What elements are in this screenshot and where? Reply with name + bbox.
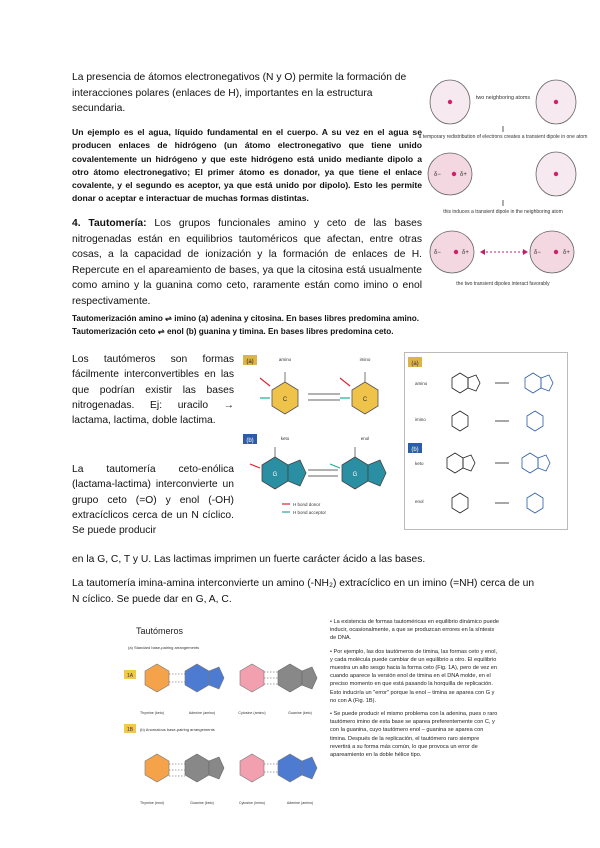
note-amino-imino: Tautomerización amino ⇌ imino (a) adenina y citosina. En bases libres predomina amino. xyxy=(72,314,420,323)
svg-text:(a): (a) xyxy=(246,359,254,365)
tautomeros-explanation xyxy=(330,618,500,764)
tautomeros-bullet-1: • La existencia de formas tautoméricas en equilibrio dinámico puede inducir, ocasionalmente, a que se produzcan errores en la síntesis de DNA. xyxy=(330,619,499,642)
legend-donor: H bond donor xyxy=(293,502,321,507)
tautomerization-notes xyxy=(72,312,512,338)
svg-text:Guanine (keto): Guanine (keto) xyxy=(190,801,214,805)
svg-text:keto: keto xyxy=(415,461,424,466)
dipole-label-4: the two transient dipoles interact favorably xyxy=(456,281,550,287)
tautomer-pairs-panel xyxy=(404,352,568,530)
dipole-label-2: a temporary redistribution of electrons creates a transient dipole in one atom xyxy=(418,134,588,140)
tautomeros-title: Tautómeros xyxy=(136,626,184,636)
svg-text:C: C xyxy=(282,397,288,403)
svg-text:enol: enol xyxy=(415,499,424,504)
svg-text:(b): (b) xyxy=(411,447,419,453)
section-heading: 4. Tautomería: xyxy=(72,218,147,229)
tautomeros-figure xyxy=(122,614,330,824)
svg-text:imino: imino xyxy=(359,357,371,362)
svg-text:amino: amino xyxy=(278,357,292,362)
svg-text:Adenine (amino): Adenine (amino) xyxy=(188,711,216,715)
svg-text:G: G xyxy=(272,472,278,478)
svg-text:G: G xyxy=(352,472,358,478)
paragraph-lactimas: en la G, C, T y U. Las lactimas imprimen un fuerte carácter ácido a las bases. xyxy=(72,554,426,565)
svg-text:Thymine (enol): Thymine (enol) xyxy=(140,801,164,805)
dipole-label-1: two neighboring atoms xyxy=(475,95,531,101)
svg-text:1A: 1A xyxy=(126,673,134,679)
svg-text:Guanine (keto): Guanine (keto) xyxy=(288,711,312,715)
legend-acceptor: H bond acceptor xyxy=(293,510,327,515)
svg-text:enol: enol xyxy=(360,436,370,441)
svg-text:δ−: δ− xyxy=(534,250,541,256)
svg-text:C: C xyxy=(362,397,368,403)
dipole-label-3: this induces a transient dipole in the neighboring atom xyxy=(443,209,563,215)
tautomer-mechanism-figure xyxy=(240,352,400,530)
svg-text:δ+: δ+ xyxy=(563,250,570,256)
svg-text:(b) Anomalous base-pairing arr: (b) Anomalous base-pairing arrangements xyxy=(140,727,215,732)
svg-text:amino: amino xyxy=(415,381,428,386)
svg-text:1B: 1B xyxy=(126,727,134,733)
svg-text:δ−: δ− xyxy=(434,250,441,256)
svg-text:keto: keto xyxy=(280,436,290,441)
svg-text:(b): (b) xyxy=(246,438,254,444)
induced-dipole-figure xyxy=(418,72,588,304)
tautomeros-bullet-3: • Se puede producir el mismo problema con la adenina, pues o raro tautómero imino de esta base se aparea preferentemente con C, y con la guanina, cuyo tautómero enol – guanina se aparea con timina. Después de la replicación, el tautómero raro siempre revertirá a su forma más común, lo que provoca un error de apareamiento en la doble hélice tipo. xyxy=(330,711,498,759)
svg-text:Adenine (amino): Adenine (amino) xyxy=(286,801,314,805)
paragraph-water-hbonds: Un ejemplo es el agua, líquido fundamental en el cuerpo. A su vez en el agua se producen enlaces de hidrógeno (un átomo electronegativo que tiene unido covalentemente un hidrógeno y que este hidrógeno está unido mediante dipolo a otro átomo electronegativo; El primer átomo es donador, ya que tiene el enlace covalente, y el segundo es aceptor, ya que está unido por dipolo). Esto les permite donar o aceptar e interactuar de muchas formas distintas. xyxy=(72,127,422,204)
paragraph-tautomeria xyxy=(72,216,422,309)
svg-text:(a) Standard base-pairing arra: (a) Standard base-pairing arrangements xyxy=(128,645,200,650)
svg-text:δ+: δ+ xyxy=(462,250,469,256)
note-ceto-enol: Tautomerización ceto ⇌ enol (b) guanina y timina. En bases libres predomina ceto. xyxy=(72,327,394,336)
svg-text:Cytosine (imino): Cytosine (imino) xyxy=(239,801,265,805)
svg-text:imino: imino xyxy=(415,417,426,422)
paragraph-tautomeros: Los tautómeros son formas fácilmente interconvertibles en las que podrían existir las bases nitrogenadas. Ej: uracilo → lactama, lactima, doble lactima. xyxy=(72,354,234,427)
svg-text:Thymine (keto): Thymine (keto) xyxy=(140,711,164,715)
svg-text:δ+: δ+ xyxy=(460,172,467,178)
paragraph-imina-amina: La tautomería imina-amina interconvierte un amino (-NH₂) extracíclico en un imino (=NH) cerca de un N cíclico. Se puede dar en G, A, C. xyxy=(72,578,535,605)
tautomeros-bullet-2: • Por ejemplo, las dos tautómeros de timina, las formas ceto y enol, y cada molécula puede cambiar de un equilibrio a otro. El equilibrio muestra un alto sesgo hacia la forma ceto (Fig. 1A), pero de vez en cuando aparece la versión enol de timina en el DNA molde, en el preciso momento en que está pasando la horquilla de replicación. Esto induciría un "error" porque la enol – timina se aparea con G y no con A (Fig. 1B). xyxy=(330,648,498,704)
svg-text:δ−: δ− xyxy=(434,172,441,178)
paragraph-polar-interactions: La presencia de átomos electronegativos (N y O) permite la formación de interacciones polares (enlaces de H), importantes en la estructura secundaria. xyxy=(72,72,407,114)
svg-text:Cytosine (amino): Cytosine (amino) xyxy=(238,711,266,715)
paragraph-tautomeria-body: Los grupos funcionales amino y ceto de las bases nitrogenadas están en equilibrios tautoméricos que afectan, entre otras cosas, a la capacidad de ionización y la formación de enlaces de H. Repercute en el apareamiento de bases, ya que la citosina está usualmente como amino y la guanina como ceto, raramente están como imino o enol respectivamente. xyxy=(72,218,422,307)
paragraph-ceto-enolica: La tautomería ceto-enólica (lactama-lactima) interconvierte un grupo ceto (=O) y enol (-OH) extracíclicos cerca de un N cíclico. Se puede producir xyxy=(72,464,234,537)
svg-text:(a): (a) xyxy=(411,361,419,367)
